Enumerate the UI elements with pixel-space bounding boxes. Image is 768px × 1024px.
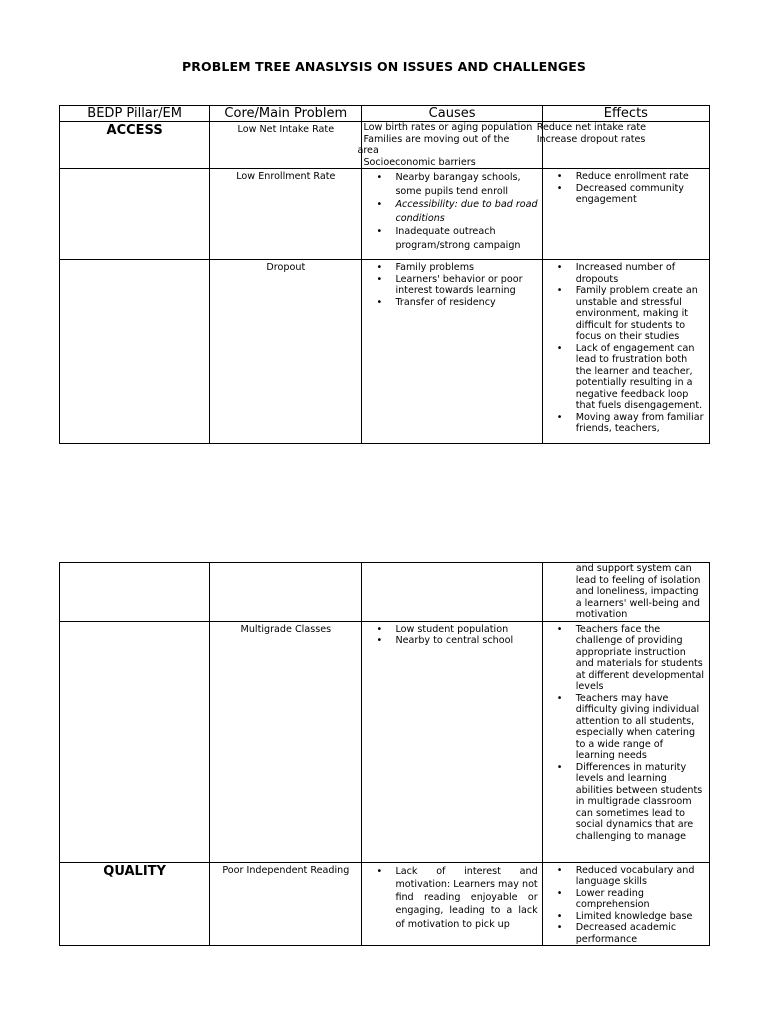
cause-line: area <box>357 145 379 156</box>
causes-cell <box>362 169 542 260</box>
cause-item: • Transfer of residency <box>395 297 537 309</box>
effect-item: • Teachers face the challenge of providing appropriate instruction and materials for students at different developmental levels <box>576 624 705 693</box>
table-row <box>60 563 710 622</box>
pillar-cell <box>60 260 210 444</box>
cause-item: • Accessibility: due to bad road conditions <box>395 198 537 225</box>
table-row <box>60 862 710 946</box>
effect-item: • Lack of engagement can lead to frustration both the learner and teacher, potentially resulting in a negative feedback loop that fuels disengagement. <box>576 343 705 412</box>
effect-item: • Reduced vocabulary and language skills <box>576 865 705 888</box>
causes-cell <box>362 260 542 444</box>
pillar-cell <box>60 563 210 622</box>
effect-item: • Reduce enrollment rate <box>576 171 705 183</box>
cause-item: • Low student population <box>395 624 537 636</box>
problem-cell: Low Net Intake Rate <box>210 122 362 169</box>
cause-line: Families are moving out of the <box>363 133 510 145</box>
effect-item: • Limited knowledge base <box>576 911 705 923</box>
cause-line: Socioeconomic barriers <box>363 156 476 168</box>
problem-cell <box>210 563 362 622</box>
effect-item: • Increased number of dropouts <box>576 262 705 285</box>
cause-line: Low birth rates or aging population <box>363 122 533 133</box>
problem-cell: Dropout <box>210 260 362 444</box>
problem-cell: Multigrade Classes <box>210 621 362 862</box>
cause-item: • Nearby to central school <box>395 635 537 647</box>
problem-tree-table-part2 <box>59 562 710 946</box>
effect-item: • Moving away from familiar friends, teachers, <box>576 412 705 435</box>
causes-cell <box>362 621 542 862</box>
effect-continuation: and support system can lead to feeling of isolation and loneliness, impacting a learners' well-being and motivation <box>575 563 701 620</box>
causes-cell <box>362 563 542 622</box>
pillar-cell: ACCESS <box>60 122 210 169</box>
effects-cell <box>542 169 709 260</box>
effect-item: • Differences in maturity levels and learning abilities between students in multigrade classroom can sometimes lead to social dynamics that are challenging to manage <box>576 762 705 843</box>
effect-item: • Decreased community engagement <box>576 183 705 206</box>
problem-tree-table-part1 <box>59 105 710 444</box>
effect-line: Reduce net intake rate <box>536 122 647 133</box>
cause-item: • Nearby barangay schools, some pupils tend enroll <box>395 171 537 198</box>
header-problem: Core/Main Problem <box>210 106 362 122</box>
header-causes: Causes <box>362 106 542 122</box>
cause-item: • Lack of interest and motivation: Learners may not find reading enjoyable or engaging, leading to a lack of motivation to pick up <box>395 865 537 931</box>
pillar-cell: QUALITY <box>60 862 210 946</box>
effects-cell <box>542 260 709 444</box>
table-row <box>60 621 710 862</box>
cause-item: • Inadequate outreach program/strong campaign <box>395 225 537 252</box>
effects-cell <box>542 862 709 946</box>
effects-cell <box>542 621 709 862</box>
effect-line: Increase dropout rates <box>536 133 646 145</box>
header-pillar: BEDP Pillar/EM <box>60 106 210 122</box>
table-header-row <box>60 106 710 122</box>
document-title: PROBLEM TREE ANASLYSIS ON ISSUES AND CHALLENGES <box>182 59 586 74</box>
header-effects: Effects <box>542 106 709 122</box>
causes-cell <box>362 862 542 946</box>
table-row <box>60 169 710 260</box>
causes-cell <box>357 122 542 169</box>
effects-cell <box>536 122 709 169</box>
effect-item: • Decreased academic performance <box>576 922 705 945</box>
cause-item: • Family problems <box>395 262 537 274</box>
effect-item: • Family problem create an unstable and stressful environment, making it difficult for students to focus on their studies <box>576 285 705 343</box>
pillar-cell <box>60 621 210 862</box>
problem-cell: Low Enrollment Rate <box>210 169 362 260</box>
problem-cell: Poor Independent Reading <box>210 862 362 946</box>
effects-cell <box>542 563 709 622</box>
table-row <box>60 260 710 444</box>
pillar-cell <box>60 169 210 260</box>
cause-item: • Learners' behavior or poor interest towards learning <box>395 274 537 297</box>
effect-item: • Teachers may have difficulty giving individual attention to all students, especially when catering to a wide range of learning needs <box>576 693 705 762</box>
effect-item: • Lower reading comprehension <box>576 888 705 911</box>
table-row <box>60 122 710 169</box>
